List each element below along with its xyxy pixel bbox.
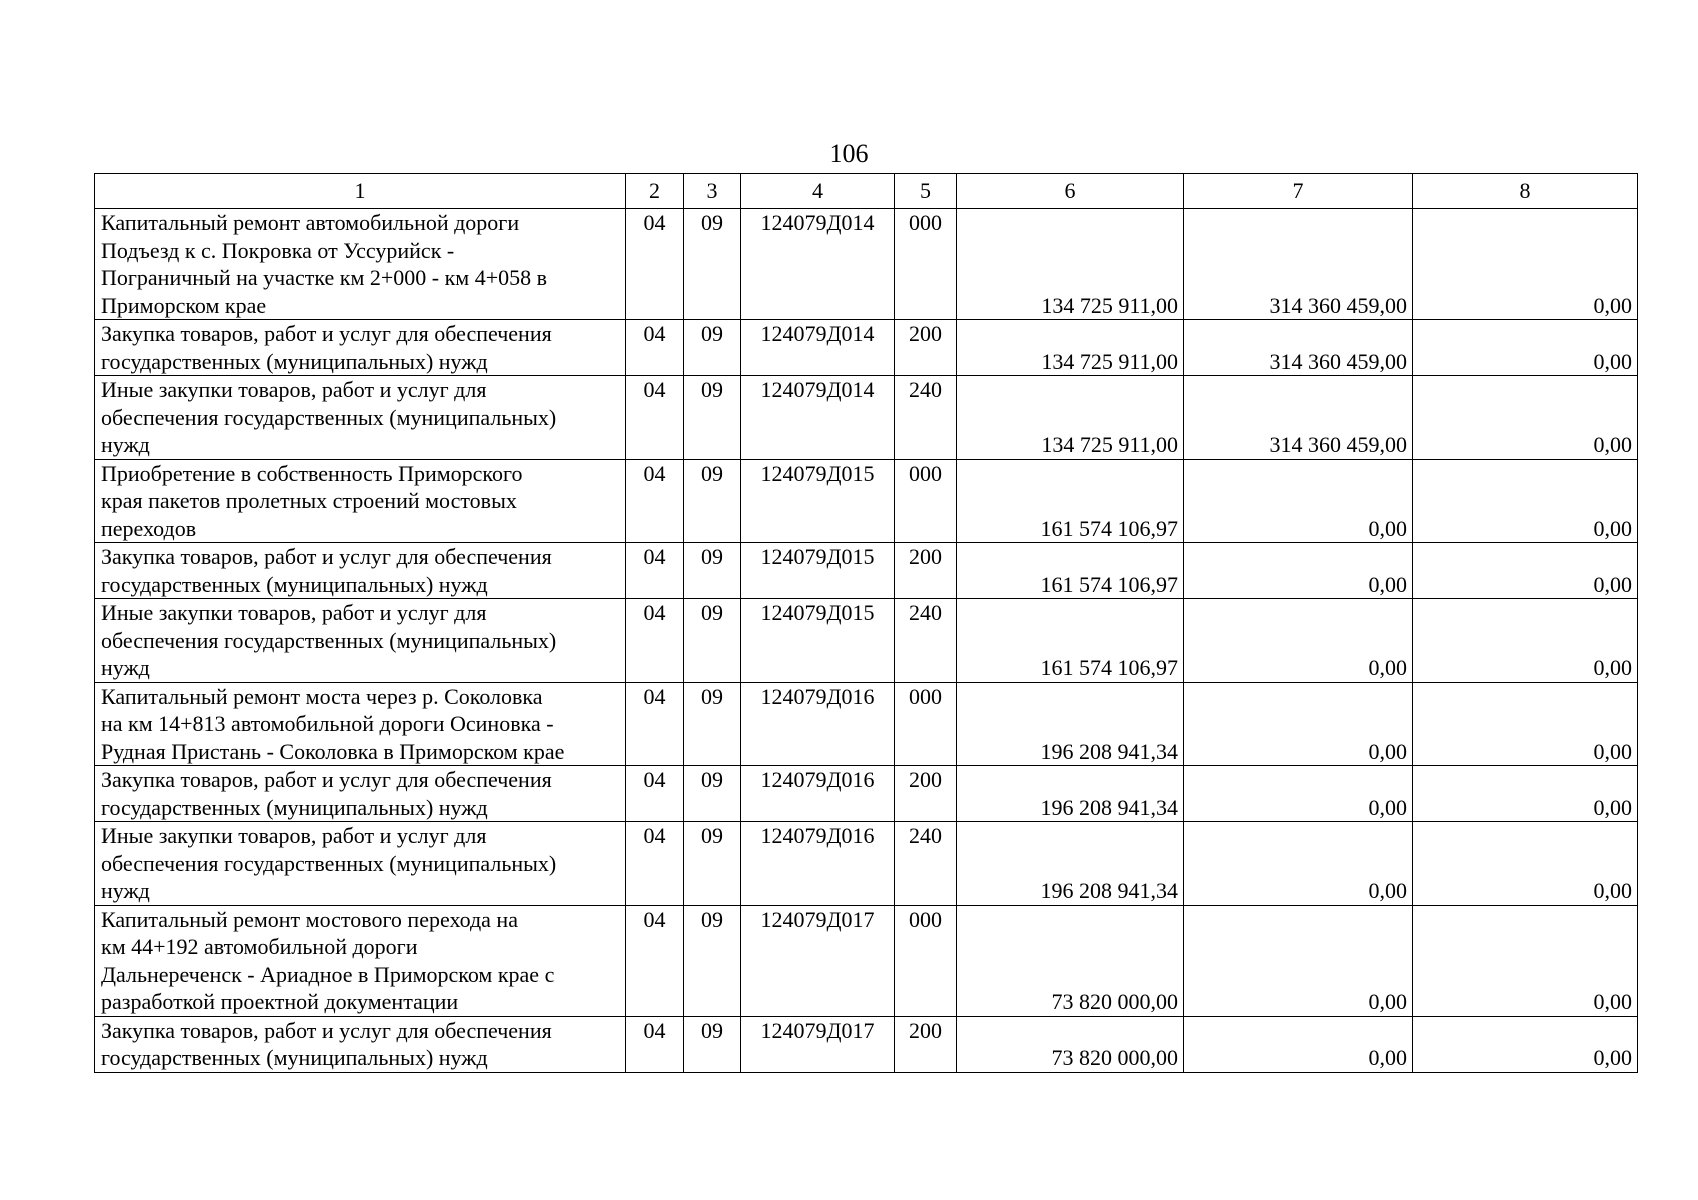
table-row bbox=[95, 209, 1638, 320]
section-code-cell: 04 bbox=[626, 822, 684, 906]
amount-col7-cell: 0,00 bbox=[1184, 459, 1413, 543]
table-row bbox=[95, 459, 1638, 543]
target-article-cell: 124079Д016 bbox=[741, 682, 895, 766]
table-row bbox=[95, 682, 1638, 766]
target-article-cell: 124079Д017 bbox=[741, 905, 895, 1016]
table-header bbox=[95, 174, 1638, 209]
target-article-cell: 124079Д014 bbox=[741, 320, 895, 376]
subsection-code-cell: 09 bbox=[684, 682, 741, 766]
expense-type-cell: 200 bbox=[895, 320, 957, 376]
expense-type-cell: 200 bbox=[895, 1016, 957, 1072]
section-code-cell: 04 bbox=[626, 682, 684, 766]
header-row bbox=[95, 174, 1638, 209]
section-code-cell: 04 bbox=[626, 599, 684, 683]
header-cell-4: 4 bbox=[741, 174, 895, 209]
section-code-cell: 04 bbox=[626, 459, 684, 543]
expense-type-cell: 000 bbox=[895, 905, 957, 1016]
row-name-line: края пакетов пролетных строений мостовых bbox=[101, 488, 517, 513]
amount-col7-cell: 0,00 bbox=[1184, 766, 1413, 822]
amount-col8-cell: 0,00 bbox=[1413, 543, 1638, 599]
amount-col8-cell: 0,00 bbox=[1413, 822, 1638, 906]
amount-col8-cell: 0,00 bbox=[1413, 376, 1638, 460]
section-code-cell: 04 bbox=[626, 376, 684, 460]
subsection-code-cell: 09 bbox=[684, 822, 741, 906]
row-name-cell bbox=[95, 376, 626, 460]
section-code-cell: 04 bbox=[626, 766, 684, 822]
amount-col8-cell: 0,00 bbox=[1413, 320, 1638, 376]
row-name-cell bbox=[95, 682, 626, 766]
expense-type-cell: 000 bbox=[895, 209, 957, 320]
section-code-cell: 04 bbox=[626, 905, 684, 1016]
row-name-line: на км 14+813 автомобильной дороги Осиновка - bbox=[101, 711, 554, 736]
header-cell-6: 6 bbox=[957, 174, 1184, 209]
row-name-line: Иные закупки товаров, работ и услуг для bbox=[101, 600, 487, 625]
row-name-cell bbox=[95, 905, 626, 1016]
amount-col8-cell: 0,00 bbox=[1413, 209, 1638, 320]
target-article-cell: 124079Д017 bbox=[741, 1016, 895, 1072]
subsection-code-cell: 09 bbox=[684, 905, 741, 1016]
amount-col8-cell: 0,00 bbox=[1413, 599, 1638, 683]
row-name-line: государственных (муниципальных) нужд bbox=[101, 348, 488, 374]
section-code-cell: 04 bbox=[626, 1016, 684, 1072]
amount-col7-cell: 0,00 bbox=[1184, 599, 1413, 683]
expense-type-cell: 000 bbox=[895, 459, 957, 543]
table-row bbox=[95, 320, 1638, 376]
amount-col6-cell: 161 574 106,97 bbox=[957, 459, 1184, 543]
target-article-cell: 124079Д015 bbox=[741, 599, 895, 683]
row-name-line: Пограничный на участке км 2+000 - км 4+058 в bbox=[101, 265, 548, 290]
subsection-code-cell: 09 bbox=[684, 1016, 741, 1072]
row-name-cell bbox=[95, 543, 626, 599]
row-name-line: Закупка товаров, работ и услуг для обеспечения bbox=[101, 767, 552, 792]
row-name-line: Капитальный ремонт моста через р. Соколовка bbox=[101, 683, 543, 709]
row-name-cell bbox=[95, 459, 626, 543]
row-name-line: переходов bbox=[101, 515, 197, 541]
row-name-line: Иные закупки товаров, работ и услуг для bbox=[101, 823, 487, 848]
row-name-line: государственных (муниципальных) нужд bbox=[101, 571, 488, 597]
amount-col6-cell: 73 820 000,00 bbox=[957, 905, 1184, 1016]
amount-col8-cell: 0,00 bbox=[1413, 1016, 1638, 1072]
table-row bbox=[95, 543, 1638, 599]
amount-col6-cell: 196 208 941,34 bbox=[957, 682, 1184, 766]
row-name-line: км 44+192 автомобильной дороги bbox=[101, 934, 418, 959]
amount-col7-cell: 314 360 459,00 bbox=[1184, 320, 1413, 376]
header-cell-1: 1 bbox=[95, 174, 626, 209]
amount-col6-cell: 196 208 941,34 bbox=[957, 766, 1184, 822]
amount-col7-cell: 0,00 bbox=[1184, 905, 1413, 1016]
table-row bbox=[95, 376, 1638, 460]
table-row bbox=[95, 766, 1638, 822]
row-name-cell bbox=[95, 209, 626, 320]
row-name-line: Дальнереченск - Ариадное в Приморском крае с bbox=[101, 961, 555, 987]
subsection-code-cell: 09 bbox=[684, 320, 741, 376]
expense-type-cell: 240 bbox=[895, 376, 957, 460]
row-name-line: Приобретение в собственность Приморского bbox=[101, 460, 523, 486]
amount-col7-cell: 0,00 bbox=[1184, 682, 1413, 766]
target-article-cell: 124079Д016 bbox=[741, 822, 895, 906]
row-name-line: Закупка товаров, работ и услуг для обеспечения bbox=[101, 544, 552, 569]
page-number: 106 bbox=[829, 139, 869, 168]
row-name-cell bbox=[95, 822, 626, 906]
row-name-line: Приморском крае bbox=[101, 292, 267, 318]
row-name-cell bbox=[95, 766, 626, 822]
amount-col6-cell: 134 725 911,00 bbox=[957, 320, 1184, 376]
header-cell-7: 7 bbox=[1184, 174, 1413, 209]
subsection-code-cell: 09 bbox=[684, 209, 741, 320]
row-name-line: нужд bbox=[101, 878, 150, 903]
amount-col8-cell: 0,00 bbox=[1413, 905, 1638, 1016]
row-name-line: обеспечения государственных (муниципальных) bbox=[101, 627, 557, 653]
subsection-code-cell: 09 bbox=[684, 599, 741, 683]
amount-col7-cell: 0,00 bbox=[1184, 822, 1413, 906]
section-code-cell: 04 bbox=[626, 209, 684, 320]
row-name-line: государственных (муниципальных) нужд bbox=[101, 794, 488, 820]
amount-col6-cell: 161 574 106,97 bbox=[957, 543, 1184, 599]
table-row bbox=[95, 905, 1638, 1016]
row-name-line: разработкой проектной документации bbox=[101, 989, 459, 1014]
expense-type-cell: 000 bbox=[895, 682, 957, 766]
amount-col8-cell: 0,00 bbox=[1413, 766, 1638, 822]
row-name-cell bbox=[95, 320, 626, 376]
target-article-cell: 124079Д015 bbox=[741, 459, 895, 543]
target-article-cell: 124079Д016 bbox=[741, 766, 895, 822]
subsection-code-cell: 09 bbox=[684, 543, 741, 599]
row-name-line: Рудная Пристань - Соколовка в Приморском крае bbox=[101, 738, 565, 764]
row-name-line: Закупка товаров, работ и услуг для обеспечения bbox=[101, 1017, 552, 1043]
header-cell-8: 8 bbox=[1413, 174, 1638, 209]
row-name-line: Капитальный ремонт автомобильной дороги bbox=[101, 210, 520, 235]
header-cell-5: 5 bbox=[895, 174, 957, 209]
amount-col6-cell: 134 725 911,00 bbox=[957, 376, 1184, 460]
amount-col6-cell: 73 820 000,00 bbox=[957, 1016, 1184, 1072]
expense-type-cell: 240 bbox=[895, 599, 957, 683]
amount-col8-cell: 0,00 bbox=[1413, 682, 1638, 766]
expense-type-cell: 200 bbox=[895, 766, 957, 822]
amount-col7-cell: 0,00 bbox=[1184, 1016, 1413, 1072]
amount-col6-cell: 134 725 911,00 bbox=[957, 209, 1184, 320]
row-name-line: обеспечения государственных (муниципальных) bbox=[101, 404, 557, 430]
row-name-cell bbox=[95, 1016, 626, 1072]
row-name-line: Иные закупки товаров, работ и услуг для bbox=[101, 377, 487, 402]
target-article-cell: 124079Д014 bbox=[741, 376, 895, 460]
row-name-line: государственных (муниципальных) нужд bbox=[101, 1045, 488, 1070]
row-name-line: Подъезд к с. Покровка от Уссурийск - bbox=[101, 237, 455, 263]
amount-col8-cell: 0,00 bbox=[1413, 459, 1638, 543]
target-article-cell: 124079Д014 bbox=[741, 209, 895, 320]
row-name-line: обеспечения государственных (муниципальных) bbox=[101, 850, 557, 876]
row-name-line: нужд bbox=[101, 432, 150, 457]
section-code-cell: 04 bbox=[626, 543, 684, 599]
subsection-code-cell: 09 bbox=[684, 766, 741, 822]
table-row bbox=[95, 1016, 1638, 1072]
expense-type-cell: 200 bbox=[895, 543, 957, 599]
row-name-line: нужд bbox=[101, 655, 150, 680]
target-article-cell: 124079Д015 bbox=[741, 543, 895, 599]
amount-col7-cell: 314 360 459,00 bbox=[1184, 376, 1413, 460]
amount-col6-cell: 196 208 941,34 bbox=[957, 822, 1184, 906]
row-name-line: Капитальный ремонт мостового перехода на bbox=[101, 906, 518, 932]
expense-type-cell: 240 bbox=[895, 822, 957, 906]
table-body bbox=[95, 209, 1638, 1073]
row-name-cell bbox=[95, 599, 626, 683]
budget-table bbox=[94, 173, 1638, 1073]
amount-col7-cell: 314 360 459,00 bbox=[1184, 209, 1413, 320]
amount-col7-cell: 0,00 bbox=[1184, 543, 1413, 599]
table-row bbox=[95, 822, 1638, 906]
subsection-code-cell: 09 bbox=[684, 376, 741, 460]
table-row bbox=[95, 599, 1638, 683]
header-cell-2: 2 bbox=[626, 174, 684, 209]
section-code-cell: 04 bbox=[626, 320, 684, 376]
row-name-line: Закупка товаров, работ и услуг для обеспечения bbox=[101, 321, 552, 346]
amount-col6-cell: 161 574 106,97 bbox=[957, 599, 1184, 683]
header-cell-3: 3 bbox=[684, 174, 741, 209]
subsection-code-cell: 09 bbox=[684, 459, 741, 543]
